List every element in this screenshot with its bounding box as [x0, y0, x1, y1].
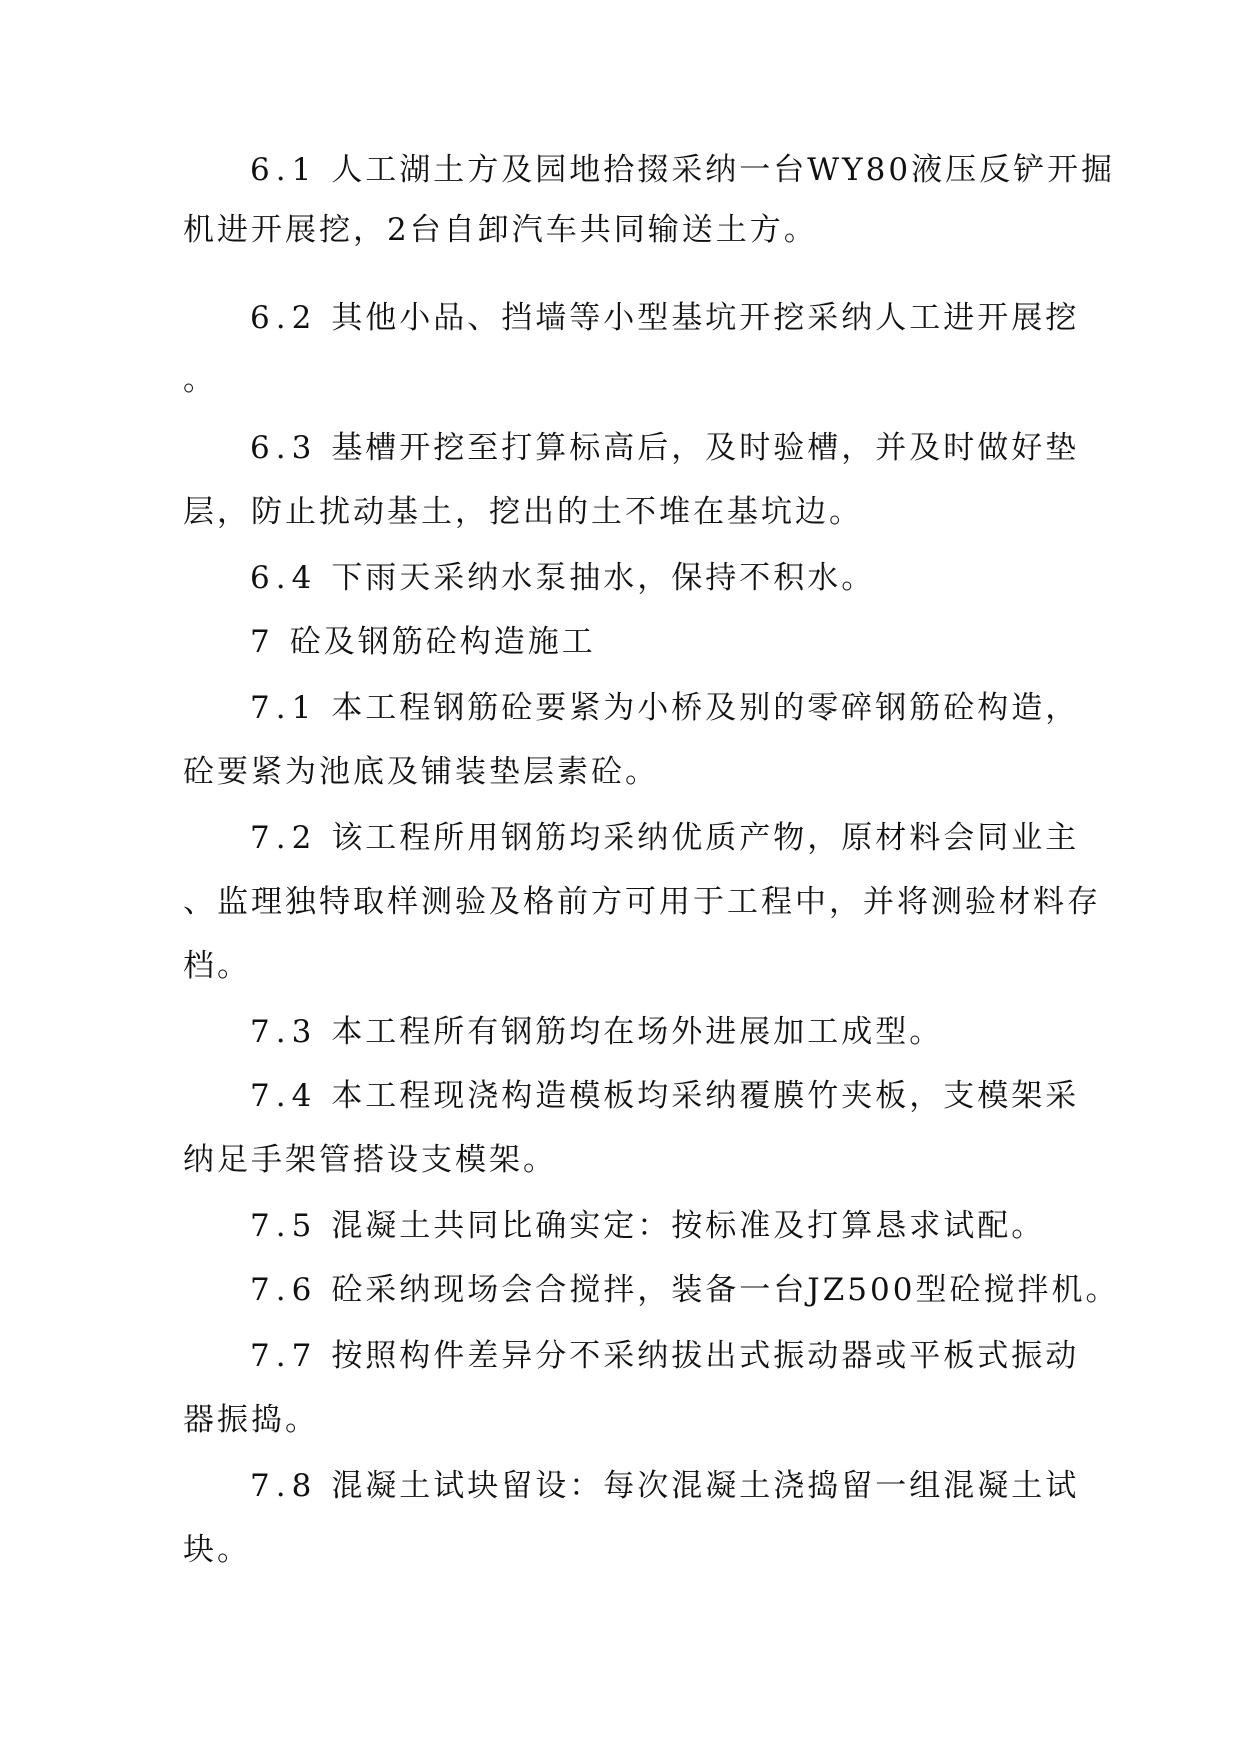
line-text: 器振捣。	[183, 1402, 319, 1438]
line-text: 基槽开挖至打算标高后，及时验槽，并及时做好垫	[331, 430, 1080, 466]
section-number: 6.3	[250, 430, 318, 466]
line-text: 。	[183, 362, 217, 398]
line-text: 该工程所用钢筋均采纳优质产物，原材料会同业主	[331, 820, 1080, 856]
paragraph-line	[250, 1206, 1045, 1246]
paragraph-line	[183, 882, 1101, 922]
section-number: 7.3	[250, 1014, 318, 1050]
paragraph-line	[250, 150, 1115, 190]
line-text: 按照构件差异分不采纳拔出式振动器或平板式振动	[331, 1338, 1080, 1374]
paragraph-line	[250, 428, 1079, 468]
paragraph-line	[250, 818, 1079, 858]
line-text: 其他小品、挡墙等小型基坑开挖采纳人工进开展挖	[331, 300, 1080, 336]
line-text: 砼要紧为池底及铺装垫层素砼。	[183, 754, 659, 790]
paragraph-line	[183, 1530, 251, 1570]
section-number: 7.6	[250, 1272, 318, 1308]
paragraph-line	[250, 1270, 1119, 1310]
paragraph-line	[183, 492, 863, 532]
paragraph-line	[250, 1012, 943, 1052]
paragraph-line	[183, 946, 251, 986]
section-heading	[250, 622, 596, 662]
line-text: 人工湖土方及园地拾掇采纳一台WY80液压反铲开掘	[331, 152, 1116, 188]
line-text: 本工程钢筋砼要紧为小桥及别的零碎钢筋砼构造，	[331, 690, 1080, 726]
line-text: 层，防止扰动基土，挖出的土不堆在基坑边。	[183, 494, 863, 530]
paragraph-line	[250, 298, 1079, 338]
line-text: 混凝土试块留设：每次混凝土浇捣留一组混凝土试	[331, 1468, 1080, 1504]
line-text: 档。	[183, 948, 251, 984]
section-number: 7	[250, 624, 276, 660]
paragraph-line	[183, 1400, 319, 1440]
line-text: 纳足手架管搭设支模架。	[183, 1142, 557, 1178]
section-number: 6.1	[250, 152, 318, 188]
section-number: 7.7	[250, 1338, 318, 1374]
section-number: 7.4	[250, 1078, 318, 1114]
paragraph-line	[250, 1076, 1079, 1116]
paragraph-line	[250, 1466, 1079, 1506]
paragraph-line	[183, 210, 818, 250]
line-text: 砼采纳现场会合搅拌，装备一台JZ500型砼搅拌机。	[331, 1272, 1120, 1308]
section-number: 7.1	[250, 690, 318, 726]
paragraph-line	[250, 558, 875, 598]
section-number: 6.4	[250, 560, 318, 596]
line-text: 本工程所有钢筋均在场外进展加工成型。	[331, 1014, 944, 1050]
line-text: 混凝土共同比确实定：按标准及打算恳求试配。	[331, 1208, 1046, 1244]
section-number: 7.5	[250, 1208, 318, 1244]
section-number: 6.2	[250, 300, 318, 336]
paragraph-line	[183, 1140, 557, 1180]
section-number: 7.8	[250, 1468, 318, 1504]
section-number: 7.2	[250, 820, 318, 856]
line-text: 机进开展挖，2台自卸汽车共同输送土方。	[183, 212, 818, 248]
paragraph-line	[183, 360, 217, 400]
paragraph-line	[250, 688, 1079, 728]
line-text: 、监理独特取样测验及格前方可用于工程中，并将测验材料存	[183, 884, 1101, 920]
line-text: 块。	[183, 1532, 251, 1568]
line-text: 砼及钢筋砼构造施工	[289, 624, 596, 660]
paragraph-line	[250, 1336, 1079, 1376]
line-text: 本工程现浇构造模板均采纳覆膜竹夹板，支模架采	[331, 1078, 1080, 1114]
paragraph-line	[183, 752, 659, 792]
line-text: 下雨天采纳水泵抽水，保持不积水。	[331, 560, 876, 596]
